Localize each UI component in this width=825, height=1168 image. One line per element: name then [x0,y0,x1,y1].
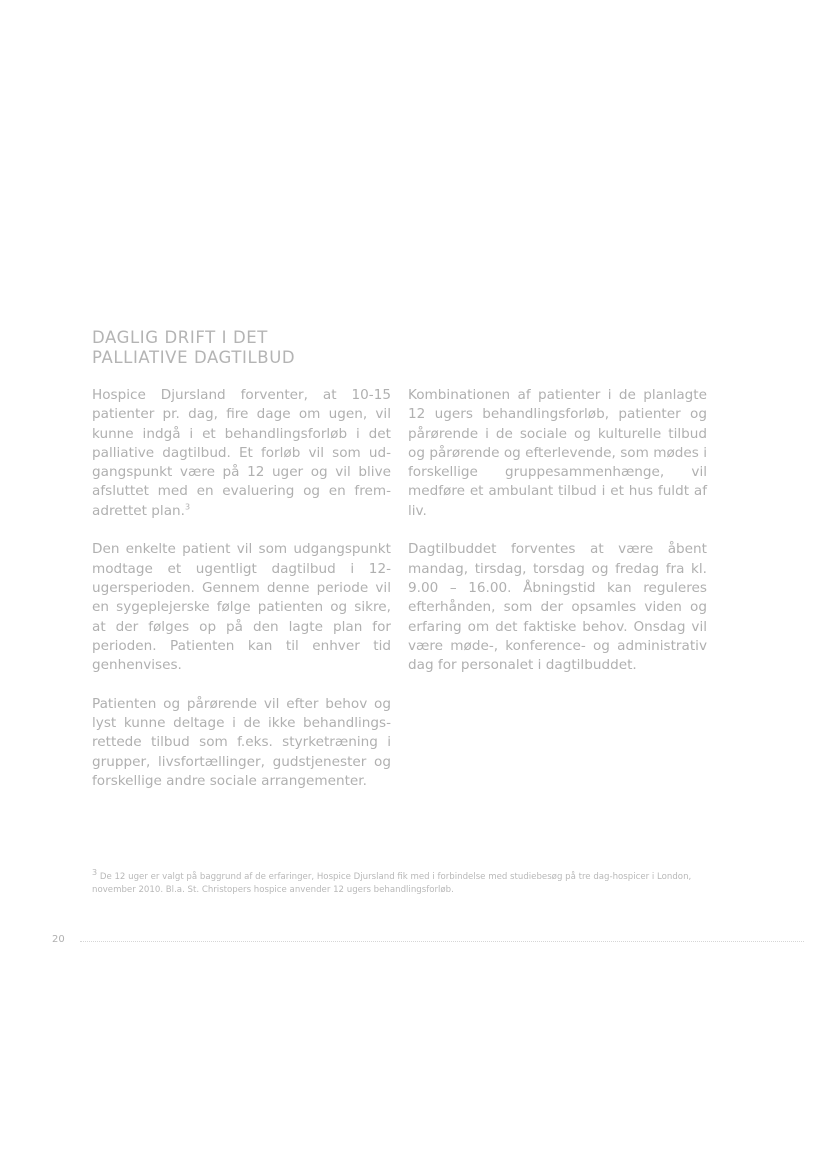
left-paragraph-1 [92,386,391,521]
footnote-number: 3 [92,868,98,878]
section-heading [92,328,412,368]
right-text-column [408,386,707,695]
left-text-column [92,386,391,811]
page-number: 20 [52,934,65,945]
left-paragraph-2: Den enkelte patient vil som udgangspunkt modtage et ugentligt dagtilbud i 12-ugersperioden. Gennem denne periode vil en sygeplejerske følge patienten og sikre, at der følges op på den lagte plan for perioden. Patienten kan til enhver tid genhenvises. [92,541,391,674]
footnote-text: De 12 uger er valgt på baggrund af de erfaringer, Hospice Djursland fik med i forbindelse med studiebesøg på tre dag-hospicer i London, november 2010. Bl.a. St. Christopers hospice anvender 12 ugers behandlingsforløb. [92,872,692,895]
footnote-reference: 3 [184,502,191,512]
footer-divider [80,941,804,942]
right-paragraph-1: Kombinationen af patienter i de planlagte 12 ugers behandlingsforløb, patienter og pårørende i de sociale og kulturelle tilbud og pårørende og efterlevende, som mødes i forskellige gruppesammenhænge, vil medføre et ambulant tilbud i et hus fuldt af liv. [408,387,707,519]
section-heading-line-2: PALLIATIVE DAGTILBUD [92,348,296,367]
left-paragraph-1-text: Hospice Djursland forventer, at 10-15 patienter pr. dag, fire dage om ugen, vil kunne indgå i et behandlingsforløb i det palliative dagtilbud. Et forløb vil som udgangspunkt være på 12 uger og vil blive afsluttet med en evaluering og en fremadrettet plan. [92,387,391,519]
footnote [92,868,698,896]
left-paragraph-3: Patienten og pårørende vil efter behov og lyst kunne deltage i de ikke behandlingsrettede tilbud som f.eks. styrketræning i grupper, livsfortællinger, gudstjenester og forskellige andre sociale arrangementer. [92,695,391,789]
section-heading-line-1: DAGLIG DRIFT I DET [92,328,268,347]
right-paragraph-2: Dagtilbuddet forventes at være åbent mandag, tirsdag, torsdag og fredag fra kl. 9.00 – 16.00. Åbningstid kan reguleres efterhånden, som der opsamles viden og erfaring om det faktiske behov. Onsdag vil være møde-, konference- og administrativ dag for personalet i dagtilbuddet. [408,541,707,674]
